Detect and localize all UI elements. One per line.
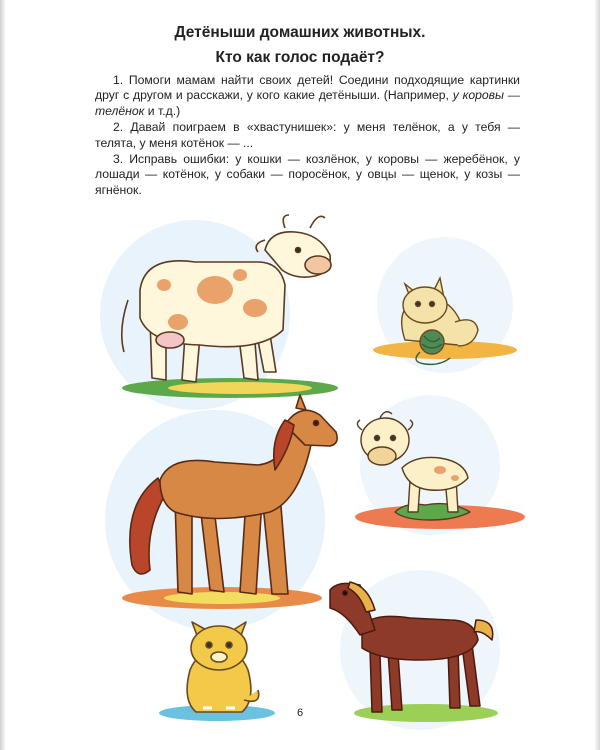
ground-green <box>122 378 338 398</box>
kitten-body <box>187 650 251 712</box>
foal-mane <box>348 582 375 612</box>
foal-tail <box>474 620 493 640</box>
ground-orange <box>373 341 517 359</box>
task-1-text: 1. Помоги мамам найти своих детей! Соедини подходящие картинки друг с другом и расскажи, у кого какие детёныши. (Например, <box>95 73 520 103</box>
task-1-text-end: и т.д.) <box>144 103 181 118</box>
ground-red <box>355 505 525 529</box>
title-line-1: Детёныши домашних животных. <box>174 24 426 41</box>
horse-tail <box>130 478 165 574</box>
page-title <box>0 20 600 70</box>
cow-illustration <box>122 215 331 382</box>
cow-udder <box>156 332 184 348</box>
horse-illustration <box>130 395 337 594</box>
kitten-head <box>191 626 247 670</box>
title-line-2: Кто как голос подаёт? <box>215 49 385 66</box>
foal-head <box>330 583 375 635</box>
cow-head <box>265 232 330 277</box>
horse-body <box>160 430 312 519</box>
bg-blob <box>340 570 500 730</box>
calf-illustration <box>357 412 470 520</box>
kitten-head <box>403 287 447 323</box>
calf-head <box>361 418 409 462</box>
horse-mane <box>274 420 294 470</box>
cow-muzzle <box>305 256 331 274</box>
bg-blob <box>105 410 325 630</box>
cow-tail <box>122 300 128 352</box>
bg-blob <box>377 237 513 373</box>
ground-yellow <box>168 382 312 394</box>
ground-orange <box>122 587 322 609</box>
bg-blob <box>100 220 290 410</box>
task-1 <box>95 73 520 119</box>
kitten-with-yarn-illustration <box>402 278 478 364</box>
horse-head <box>285 410 337 446</box>
page-edge-right <box>594 0 600 750</box>
cow-body <box>140 261 285 347</box>
sitting-kitten-illustration <box>187 622 259 712</box>
yarn-ball <box>420 330 444 354</box>
bg-blob <box>360 395 500 535</box>
task-2: 2. Давай поиграем в «хвастунишек»: у меня телёнок, а у тебя — телята, у меня котёнок — ... <box>95 120 520 150</box>
ground-yellow <box>164 592 280 604</box>
task-1-example: у коровы — телёнок <box>95 88 520 118</box>
task-3: 3. Исправь ошибки: у кошки — козлёнок, у коровы — жеребёнок, у лошади — котёнок, у собаки — поросёнок, у овцы — щенок, у козы — ягнёнок. <box>95 152 520 197</box>
page-number: 6 <box>296 707 304 719</box>
foal-illustration <box>330 582 493 712</box>
calf-body <box>402 457 468 490</box>
foal-body <box>362 616 478 660</box>
task-list <box>95 73 520 199</box>
page-edge-left <box>0 0 6 750</box>
